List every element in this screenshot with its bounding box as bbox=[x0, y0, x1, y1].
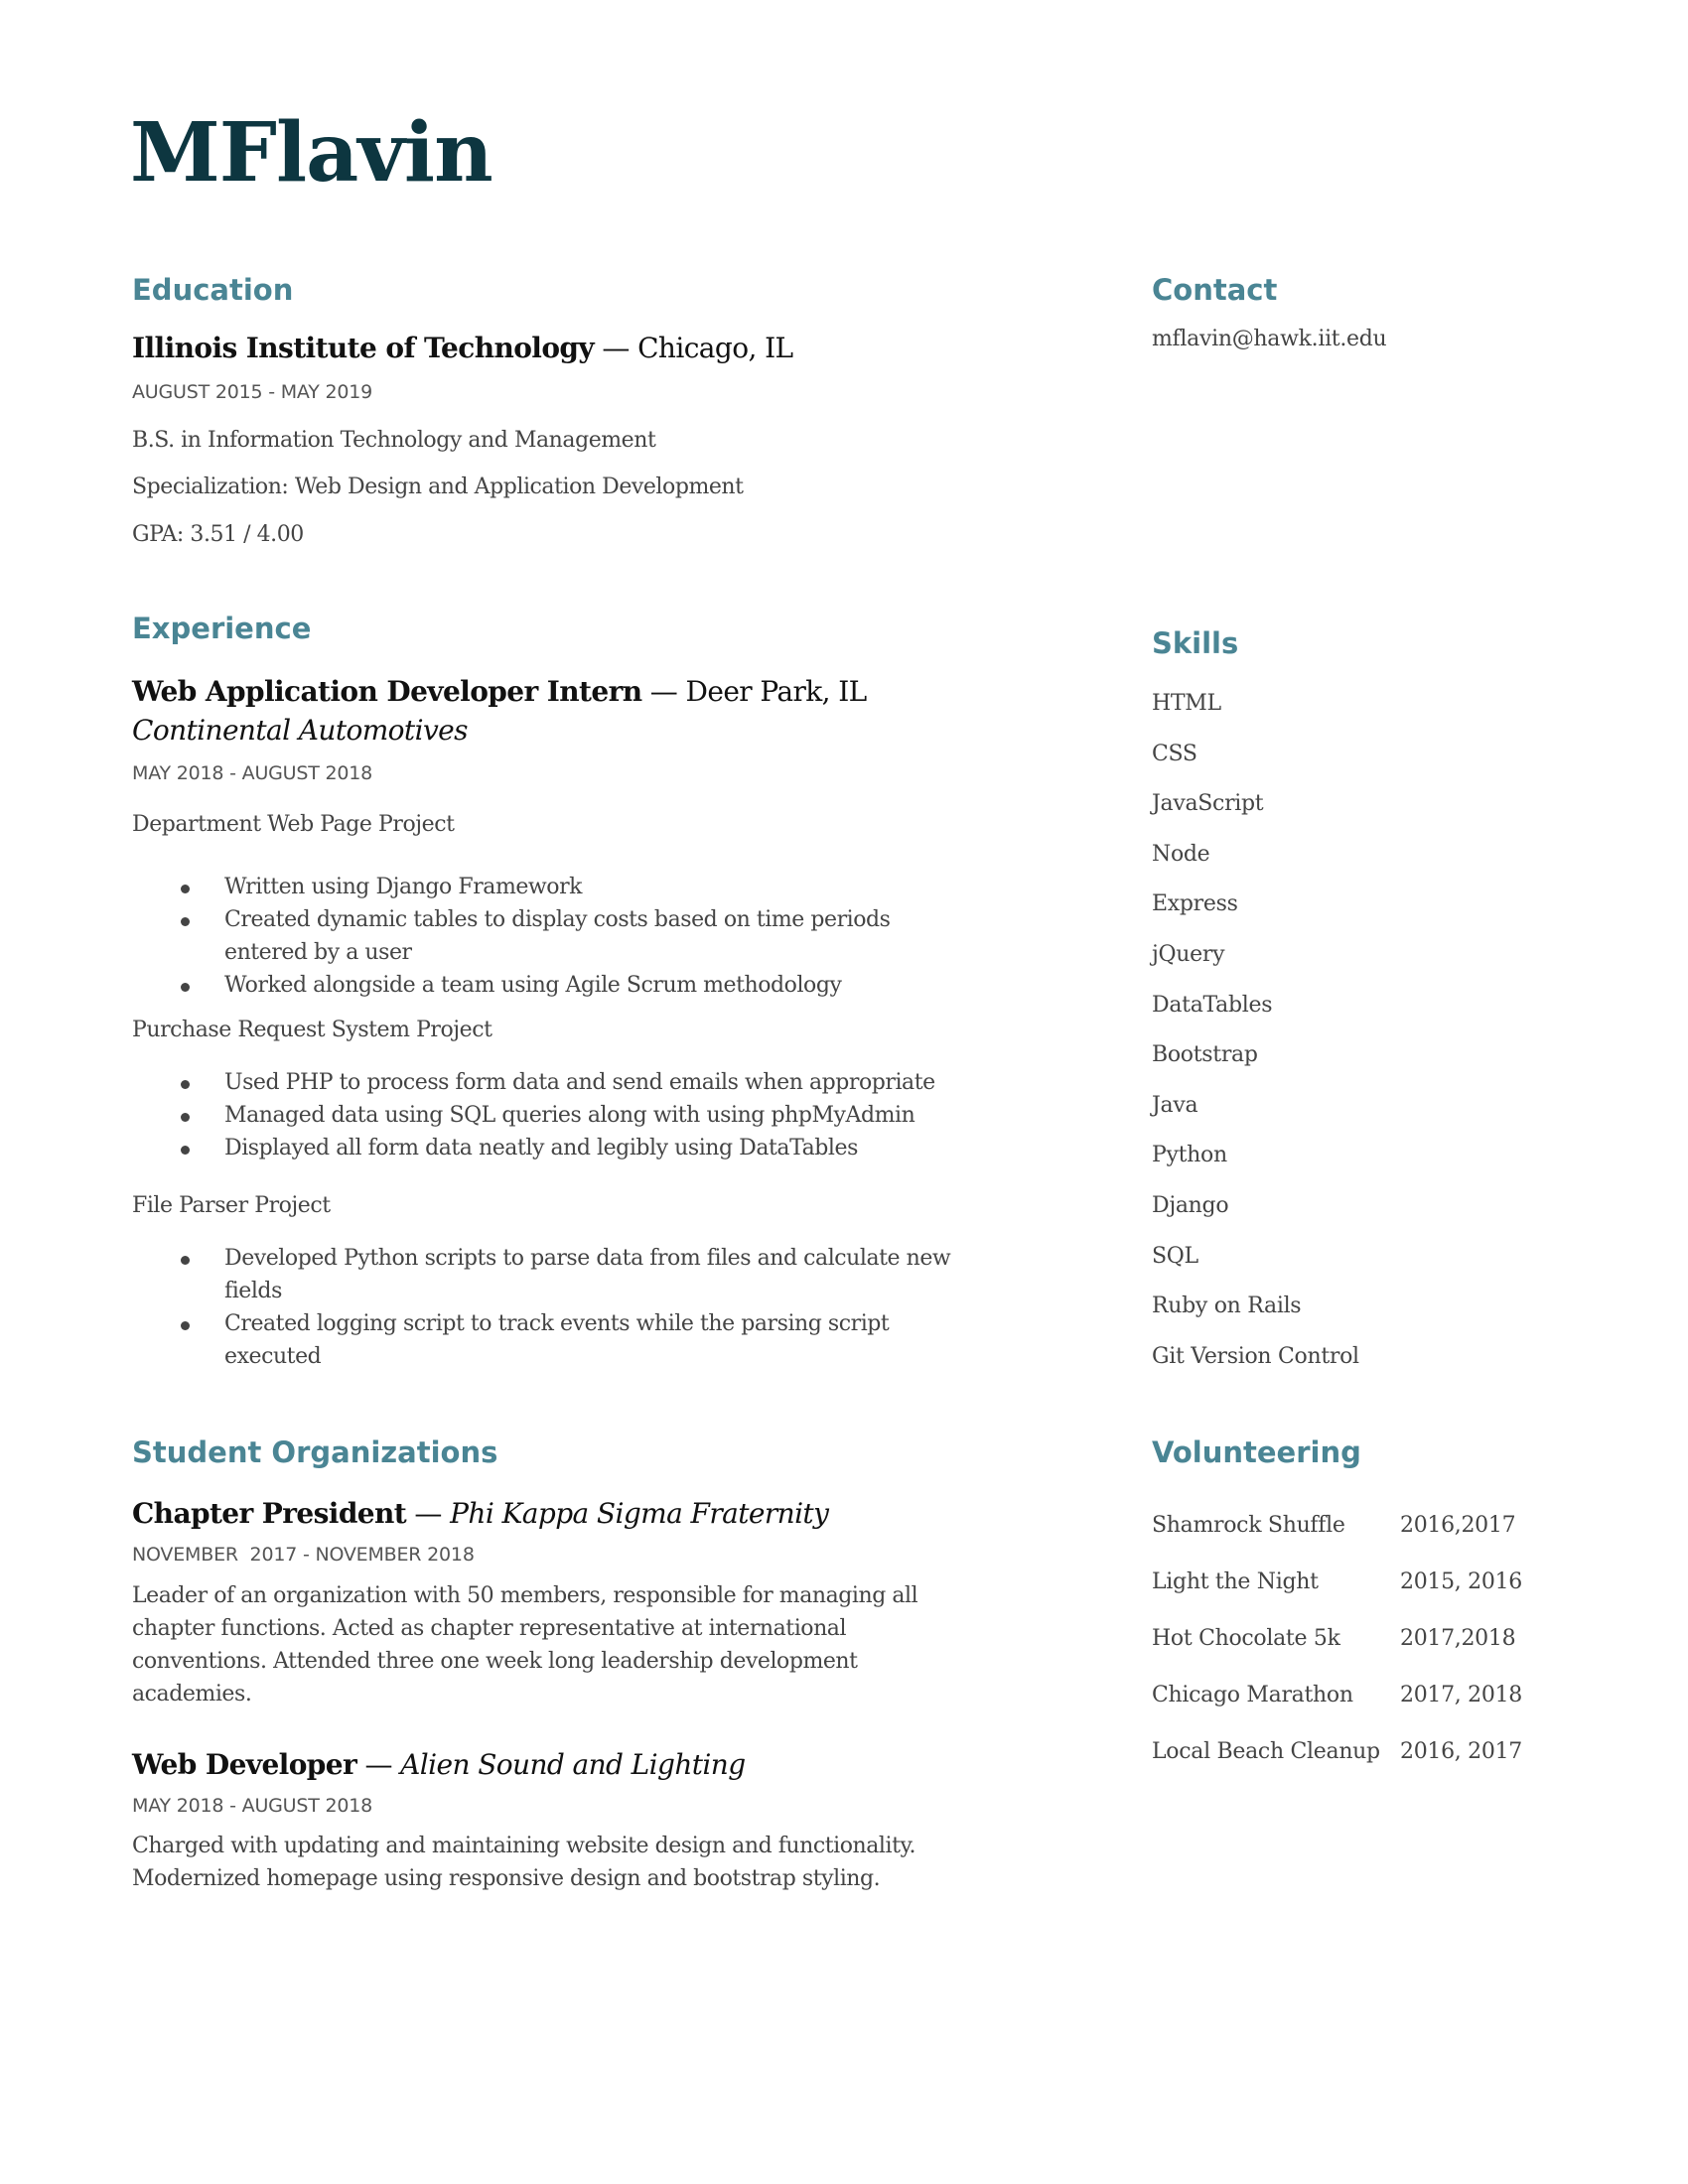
skill-item: jQuery bbox=[1152, 942, 1225, 967]
organization-dates: MAY 2018 - AUGUST 2018 bbox=[132, 1795, 373, 1817]
job-location: Deer Park, IL bbox=[685, 675, 867, 708]
degree-line: B.S. in Information Technology and Management bbox=[132, 428, 656, 453]
company-name: Continental Automotives bbox=[132, 714, 468, 747]
bullet-text: Managed data using SQL queries along with using phpMyAdmin bbox=[224, 1103, 915, 1128]
skill-item: Node bbox=[1152, 841, 1210, 867]
skill-item: Bootstrap bbox=[1152, 1042, 1258, 1068]
bullet-text: Displayed all form data neatly and legibly using DataTables bbox=[224, 1136, 858, 1160]
education-school-line bbox=[132, 332, 793, 364]
project-name: File Parser Project bbox=[132, 1193, 331, 1218]
skill-item: CSS bbox=[1152, 741, 1197, 766]
bullet-text-continued: fields bbox=[224, 1279, 282, 1303]
skill-item: Python bbox=[1152, 1143, 1227, 1168]
experience-dates: MAY 2018 - AUGUST 2018 bbox=[132, 762, 373, 784]
skill-item: HTML bbox=[1152, 691, 1221, 716]
education-heading: Education bbox=[132, 273, 294, 307]
organization-role: Chapter President bbox=[132, 1497, 407, 1530]
bullet-icon bbox=[181, 1321, 190, 1330]
organization-description-line: Charged with updating and maintaining website design and functionality. bbox=[132, 1834, 916, 1858]
separator: — bbox=[406, 1497, 451, 1530]
bullet-text-continued: executed bbox=[224, 1344, 322, 1369]
separator: — bbox=[356, 1748, 401, 1781]
volunteering-event: Shamrock Shuffle bbox=[1152, 1513, 1345, 1538]
gpa-line: GPA: 3.51 / 4.00 bbox=[132, 522, 304, 547]
education-dates: AUGUST 2015 - MAY 2019 bbox=[132, 381, 373, 403]
skill-item: Git Version Control bbox=[1152, 1343, 1359, 1369]
volunteering-years: 2016, 2017 bbox=[1400, 1739, 1522, 1764]
school-location: Chicago, IL bbox=[637, 332, 793, 364]
school-name: Illinois Institute of Technology bbox=[132, 332, 595, 364]
skills-heading: Skills bbox=[1152, 626, 1239, 660]
project-name: Department Web Page Project bbox=[132, 812, 455, 837]
bullet-icon bbox=[181, 1146, 190, 1155]
student-organizations-heading: Student Organizations bbox=[132, 1435, 498, 1469]
bullet-icon bbox=[181, 1256, 190, 1265]
skill-item: SQL bbox=[1152, 1243, 1198, 1269]
organization-description-line: academies. bbox=[132, 1682, 252, 1706]
skill-item: Ruby on Rails bbox=[1152, 1294, 1302, 1319]
bullet-icon bbox=[181, 885, 190, 893]
bullet-icon bbox=[181, 983, 190, 992]
bullet-text: Created logging script to track events while the parsing script bbox=[224, 1311, 890, 1336]
volunteering-years: 2015, 2016 bbox=[1400, 1570, 1522, 1594]
volunteering-event: Local Beach Cleanup bbox=[1152, 1739, 1380, 1764]
bullet-text: Developed Python scripts to parse data from files and calculate new bbox=[224, 1246, 951, 1271]
organization-description-line: conventions. Attended three one week long leadership development bbox=[132, 1649, 858, 1674]
bullet-text: Written using Django Framework bbox=[224, 875, 583, 899]
project-name: Purchase Request System Project bbox=[132, 1018, 492, 1042]
resume-name: MFlavin bbox=[130, 105, 492, 201]
volunteering-heading: Volunteering bbox=[1152, 1435, 1361, 1469]
organization-dates: NOVEMBER 2017 - NOVEMBER 2018 bbox=[132, 1544, 475, 1566]
volunteering-event: Hot Chocolate 5k bbox=[1152, 1626, 1340, 1651]
bullet-text-continued: entered by a user bbox=[224, 940, 412, 965]
separator: — bbox=[594, 332, 638, 364]
bullet-text: Created dynamic tables to display costs based on time periods bbox=[224, 907, 891, 932]
experience-title-line bbox=[132, 675, 867, 708]
organization-role: Web Developer bbox=[132, 1748, 357, 1781]
email-link[interactable]: mflavin@hawk.iit.edu bbox=[1152, 327, 1387, 351]
bullet-icon bbox=[181, 1113, 190, 1122]
bullet-text: Used PHP to process form data and send emails when appropriate bbox=[224, 1070, 935, 1095]
bullet-icon bbox=[181, 917, 190, 926]
contact-heading: Contact bbox=[1152, 273, 1278, 307]
skill-item: Java bbox=[1152, 1092, 1198, 1118]
organization-description-line: chapter functions. Acted as chapter representative at international bbox=[132, 1616, 847, 1641]
volunteering-event: Chicago Marathon bbox=[1152, 1683, 1353, 1707]
skill-item: Django bbox=[1152, 1193, 1229, 1218]
organization-name: Alien Sound and Lighting bbox=[400, 1748, 746, 1781]
skill-item: DataTables bbox=[1152, 992, 1273, 1018]
organization-title-line bbox=[132, 1748, 746, 1781]
volunteering-years: 2017, 2018 bbox=[1400, 1683, 1522, 1707]
organization-name: Phi Kappa Sigma Fraternity bbox=[450, 1497, 829, 1530]
volunteering-years: 2017,2018 bbox=[1400, 1626, 1516, 1651]
volunteering-event: Light the Night bbox=[1152, 1570, 1319, 1594]
organization-title-line bbox=[132, 1497, 829, 1530]
skill-item: Express bbox=[1152, 891, 1238, 917]
volunteering-years: 2016,2017 bbox=[1400, 1513, 1516, 1538]
job-title: Web Application Developer Intern bbox=[132, 675, 642, 708]
bullet-icon bbox=[181, 1080, 190, 1089]
organization-description-line: Modernized homepage using responsive design and bootstrap styling. bbox=[132, 1866, 881, 1891]
experience-heading: Experience bbox=[132, 612, 312, 645]
organization-description-line: Leader of an organization with 50 members, responsible for managing all bbox=[132, 1583, 918, 1608]
bullet-text: Worked alongside a team using Agile Scrum methodology bbox=[224, 973, 842, 998]
skill-item: JavaScript bbox=[1152, 791, 1264, 817]
separator: — bbox=[641, 675, 686, 708]
specialization-line: Specialization: Web Design and Application Development bbox=[132, 475, 744, 499]
